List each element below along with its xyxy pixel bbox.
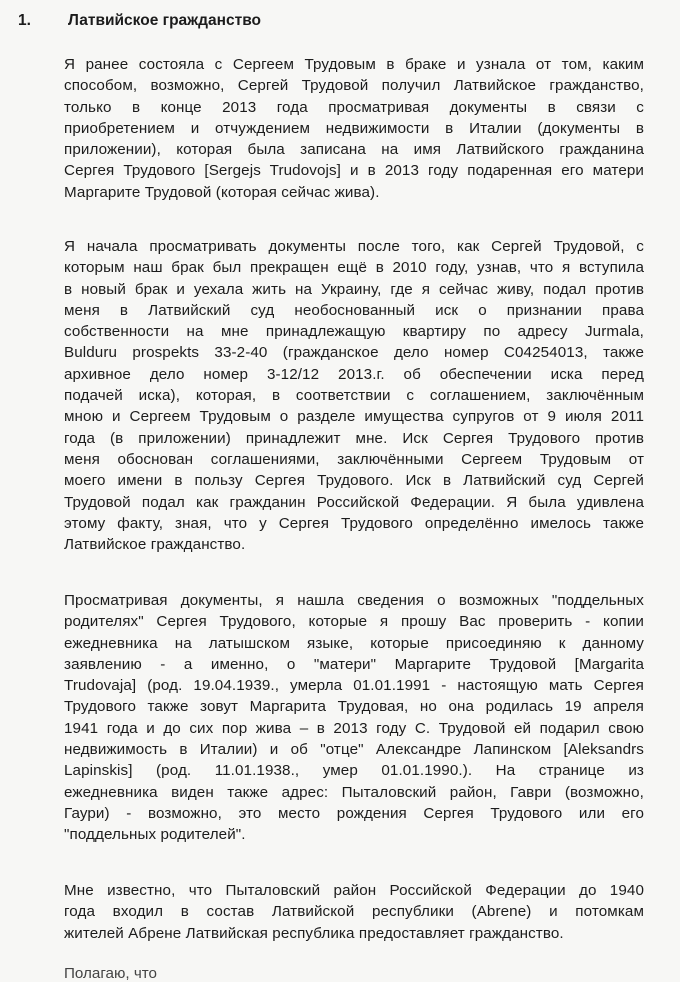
text-line: ежедневника на латышском языке, которые присоединяю к данному xyxy=(64,634,644,652)
text-line: собственности на мне принадлежащую квартиру по адресу Jurmala, xyxy=(64,323,644,341)
text-line: года входил в состав Латвийской республики (Abrene) и потомкам xyxy=(64,903,644,921)
text-line: подачей иска), которая, в соответствии с соглашением, заключённым xyxy=(64,387,644,405)
paragraph-1 xyxy=(64,54,644,203)
text-line: которым наш брак был прекращен ещё в 2010 году, узнав, что я вступила xyxy=(64,259,644,277)
paragraph-3 xyxy=(64,590,644,846)
text-line: Bulduru prospekts 33-2-40 (гражданское дело номер C04254013, также xyxy=(64,344,644,362)
cutoff-text: Полагаю, что xyxy=(64,965,157,982)
text-line: Я ранее состояла с Сергеем Трудовым в браке и узнала от том, каким xyxy=(64,56,644,73)
text-line: ежедневника виден также адрес: Пыталовский район, Гаври (возможно, xyxy=(64,783,644,801)
section-heading xyxy=(18,10,261,32)
text-line: родителях" Сергея Трудового, которые я прошу Вас проверить - копии xyxy=(64,613,644,631)
text-line: моего имени в пользу Сергея Трудового. Иск в Латвийский суд Сергей xyxy=(64,472,644,490)
text-line: "поддельных родителей". xyxy=(64,826,246,844)
text-line: в новый брак и уехала жить на Украину, где я сейчас живу, подал против xyxy=(64,280,644,298)
text-line: Trudovaja] (род. 19.04.1939., умерла 01.01.1991 - настоящую мать Сергея xyxy=(64,677,644,695)
text-line: Маргарите Трудовой (которая сейчас жива). xyxy=(64,183,380,201)
text-line: 1941 года и до сих пор жива – в 2013 году С. Трудовой ей подарил свою xyxy=(64,719,644,737)
text-line: способом, возможно, Сергей Трудовой получил Латвийское гражданство, xyxy=(64,77,644,95)
text-line: Мне известно, что Пыталовский район Российской Федерации до 1940 xyxy=(64,882,644,899)
section-number: 1. xyxy=(18,12,31,29)
text-line: мною и Сергеем Трудовым о разделе имущества супругов от 9 июля 2011 xyxy=(64,408,644,426)
text-line: Трудового также зовут Маргарита Трудовая, но она родилась 19 апреля xyxy=(64,698,644,716)
text-line: приложении), которая была записана на имя Латвийского гражданина xyxy=(64,141,644,159)
text-line: этому факту, зная, что у Сергея Трудового определённо имелось также xyxy=(64,514,644,532)
section-title: Латвийское гражданство xyxy=(68,12,261,29)
text-line: недвижимость в Италии) и об "отце" Александре Лапинском [Aleksandrs xyxy=(64,741,644,759)
text-line: меня в Латвийский суд необоснованный иск о признании права xyxy=(64,301,644,319)
text-line: Трудовой подал как гражданин Российской Федерации. Я была удивлена xyxy=(64,493,644,511)
text-line: Просматривая документы, я нашла сведения о возможных "поддельных xyxy=(64,592,644,609)
text-line: Латвийское гражданство. xyxy=(64,536,246,554)
paragraph-2 xyxy=(64,236,644,555)
text-line: Я начала просматривать документы после того, как Сергей Трудовой, с xyxy=(64,238,644,255)
cutoff-line xyxy=(64,955,364,982)
text-line: года (в приложении) принадлежит мне. Иск Сергея Трудового против xyxy=(64,429,644,447)
text-line: приобретением и отчуждением недвижимости в Италии (документы в xyxy=(64,119,644,137)
paragraph-4 xyxy=(64,880,644,944)
text-line: Сергея Трудового [Sergejs Trudovojs] и в 2013 году подаренная его матери xyxy=(64,162,644,180)
text-line: архивное дело номер 3-12/12 2013.г. об обеспечении иска перед xyxy=(64,365,644,383)
text-line: Lapinskis] (род. 11.01.1938., умер 01.01.1990.). На странице из xyxy=(64,762,644,780)
text-line: меня обоснован соглашениями, заключёнными Сергеем Трудовым от xyxy=(64,450,644,468)
text-line: только в конце 2013 года просматривая документы в связи с xyxy=(64,98,644,116)
text-line: Гаури) - возможно, это место рождения Сергея Трудового или его xyxy=(64,804,644,822)
text-line: заявлению - а именно, о "матери" Маргарите Трудовой [Margarita xyxy=(64,655,644,673)
text-line: жителей Абрене Латвийская республика предоставляет гражданство. xyxy=(64,924,564,942)
